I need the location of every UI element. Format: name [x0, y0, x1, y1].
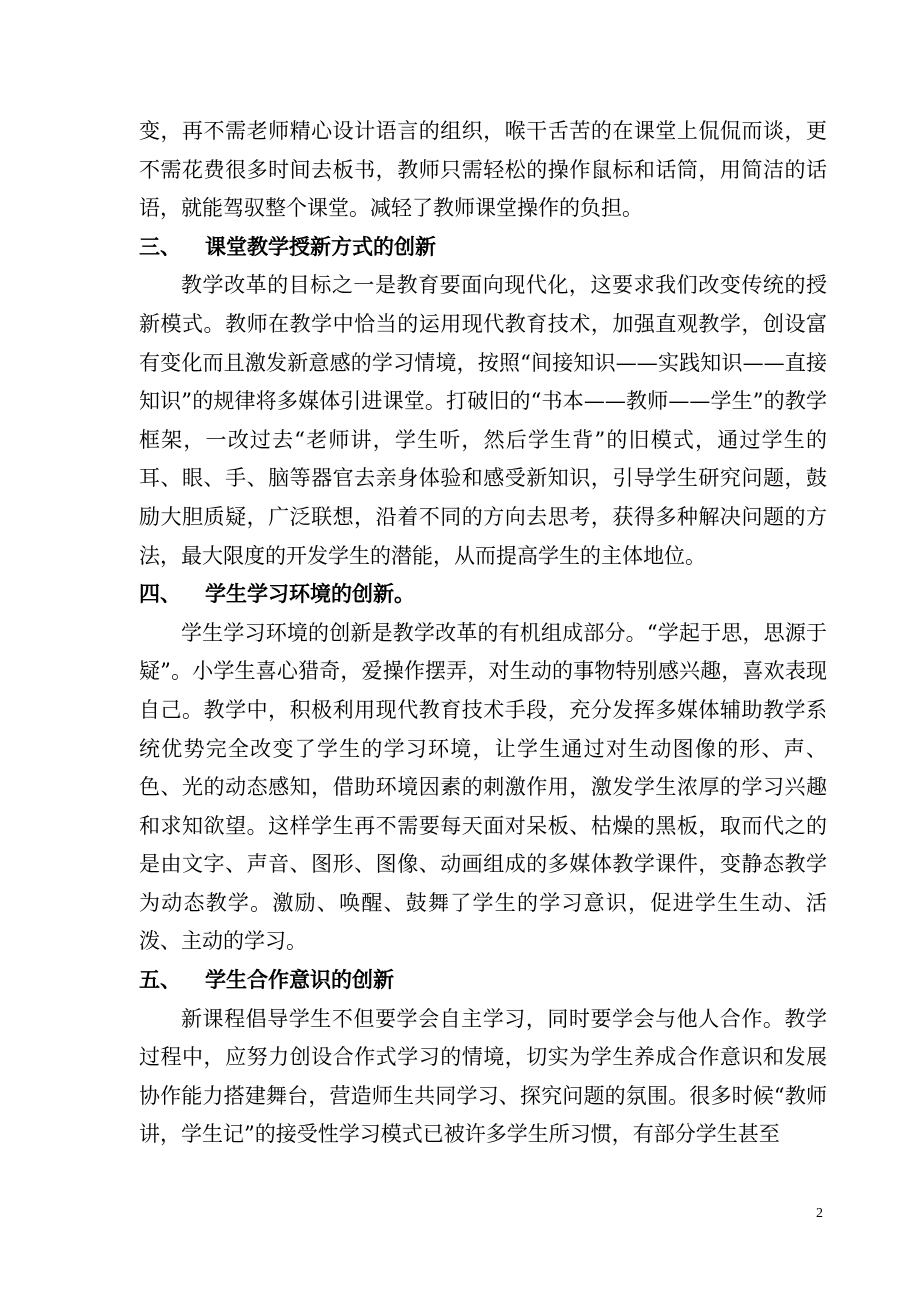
paragraph-continuation: 变，再不需老师精心设计语言的组织，喉干舌苦的在课堂上侃侃而谈，更不需花费很多时间去板书，教师只需轻松的操作鼠标和话筒，用简洁的话语，就能驾驭整个课堂。减轻了教师课堂操作的负担。 [139, 119, 827, 221]
section-number: 四、 [139, 581, 181, 607]
section-heading-5 [139, 961, 827, 1000]
page-number: 2 [816, 1206, 823, 1221]
section-title: 学生学习环境的创新。 [205, 581, 415, 607]
section-number: 三、 [139, 233, 181, 259]
section-title: 学生合作意识的创新 [205, 967, 394, 993]
paragraph-learning-environment: 学生学习环境的创新是教学改革的有机组成部分。“学起于思，思源于疑”。小学生喜心猎奇，爱操作摆弄，对生动的事物特别感兴趣，喜欢表现自己。教学中，积极利用现代教育技术手段，充分发挥多媒体辅助教学系统优势完全改变了学生的学习环境，让学生通过对生动图像的形、声、色、光的动态感知，借助环境因素的刺激作用，激发学生浓厚的学习兴趣和求知欲望。这样学生再不需要每天面对呆板、枯燥的黑板，取而代之的是由文字、声音、图形、图像、动画组成的多媒体教学课件，变静态教学为动态教学。激励、唤醒、鼓舞了学生的学习意识，促进学生生动、活泼、主动的学习。 [139, 620, 827, 954]
paragraph-teaching-mode: 教学改革的目标之一是教育要面向现代化，这要求我们改变传统的授新模式。教师在教学中恰当的运用现代教育技术，加强直观教学，创设富有变化而且激发新意感的学习情境，按照“间接知识——实践知识——直接知识”的规律将多媒体引进课堂。打破旧的“书本——教师——学生”的教学框架，一改过去“老师讲，学生听，然后学生背”的旧模式，通过学生的耳、眼、手、脑等器官去亲身体验和感受新知识，引导学生研究问题，鼓励大胆质疑，广泛联想，沿着不同的方向去思考，获得多种解决问题的方法，最大限度的开发学生的潜能，从而提高学生的主体地位。 [139, 273, 827, 568]
section-heading-4 [139, 575, 827, 614]
section-number: 五、 [139, 967, 181, 993]
section-title: 课堂教学授新方式的创新 [205, 233, 436, 259]
section-heading-3 [139, 228, 827, 267]
paragraph-cooperation: 新课程倡导学生不但要学会自主学习，同时要学会与他人合作。教学过程中，应努力创设合作式学习的情境，切实为学生养成合作意识和发展协作能力搭建舞台，营造师生共同学习、探究问题的氛围。很多时候“教师讲，学生记”的接受性学习模式已被许多学生所习惯，有部分学生甚至 [139, 1006, 827, 1147]
document-body [139, 112, 827, 1154]
